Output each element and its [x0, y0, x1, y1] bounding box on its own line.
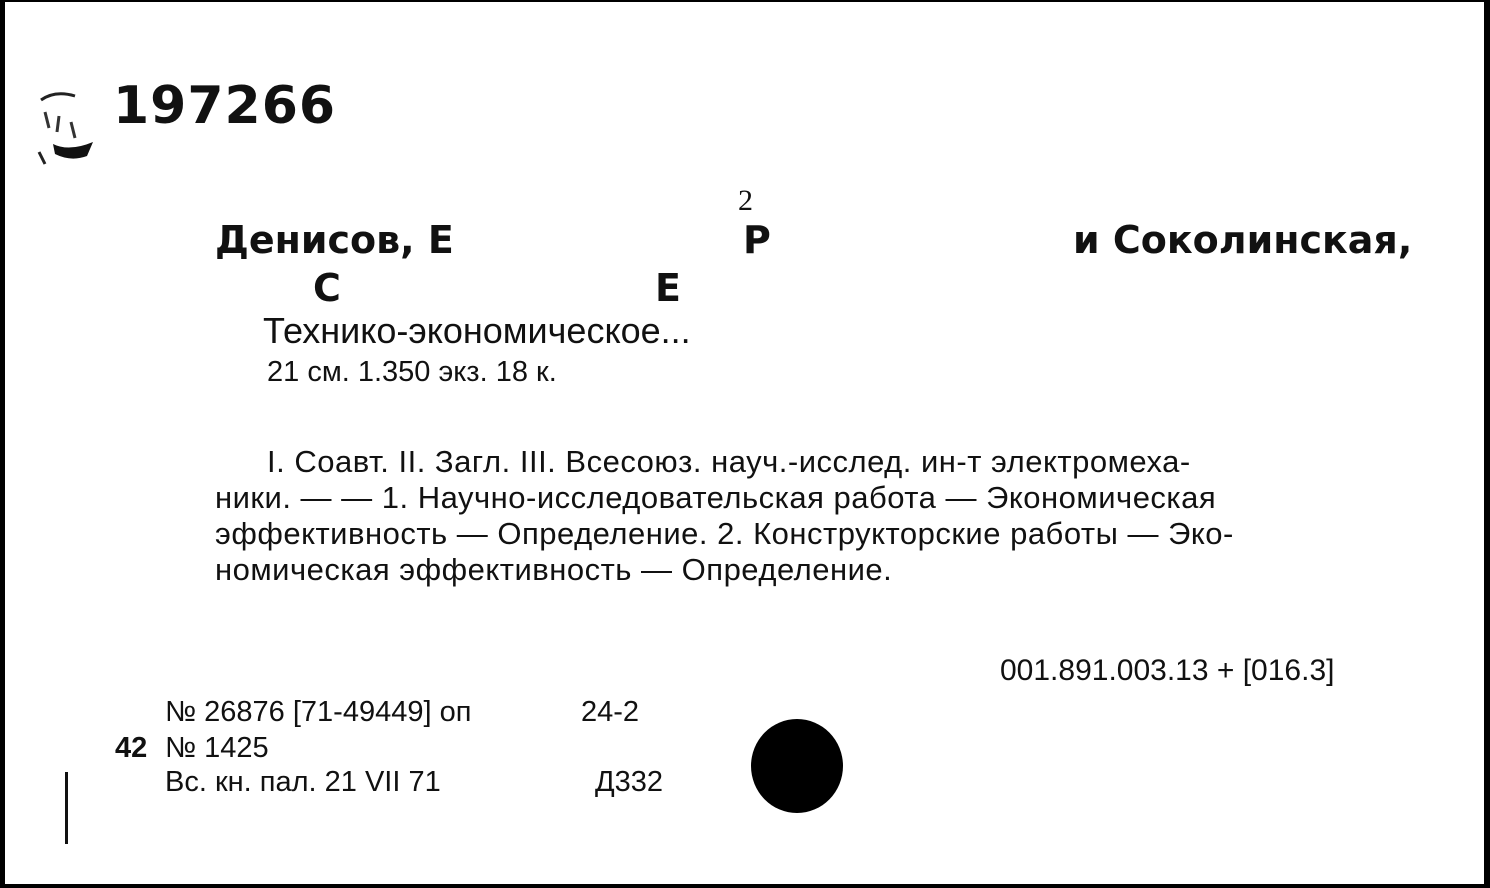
classification-code: 001.891.003.13 + [016.3] [1000, 654, 1335, 687]
catalog-card [5, 2, 1484, 884]
registry-order: Д332 [595, 766, 664, 798]
registry-prefix: 42 [115, 732, 148, 764]
author-initial-r: Р [743, 218, 771, 262]
superscript-number: 2 [738, 184, 753, 217]
book-title: Технико-экономическое... [263, 310, 691, 351]
author-initial-s: С [313, 266, 341, 310]
registry-chamber: Вс. кн. пал. 21 VII 71 [165, 766, 441, 798]
registry-number: № 26876 [71-49449] оп [165, 696, 472, 728]
subject-line-1: I. Соавт. II. Загл. III. Всесоюз. науч.-исслед. ин-т электромеха- [267, 444, 1191, 479]
subject-line-3: эффективность — Определение. 2. Конструкторские работы — Эко- [215, 516, 1234, 551]
accession-number: 197266 [113, 76, 337, 136]
registry-code: 24-2 [581, 696, 640, 728]
punch-hole [751, 719, 843, 813]
subject-line-4: номическая эффективность — Определение. [215, 552, 893, 587]
author-coauthor: и Соколинская, [1073, 218, 1413, 262]
author-initial-e: Е [655, 266, 681, 310]
margin-mark [65, 772, 68, 844]
stamp-mark-icon [35, 82, 101, 174]
physical-description: 21 см. 1.350 экз. 18 к. [267, 356, 557, 388]
registry-subnumber: № 1425 [165, 732, 269, 764]
author-primary: Денисов, Е [215, 218, 454, 262]
subject-line-2: ники. — — 1. Научно-исследовательская работа — Экономическая [215, 480, 1217, 515]
